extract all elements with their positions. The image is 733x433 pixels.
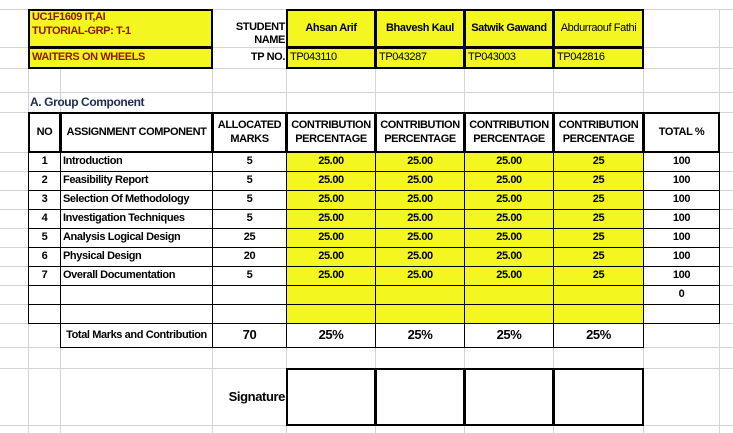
col-header-contribution bbox=[375, 112, 465, 153]
row-contribution-text: 25.00 bbox=[407, 212, 433, 225]
row-total[interactable] bbox=[643, 228, 720, 248]
module-info-cell[interactable] bbox=[28, 9, 213, 48]
empty-contribution-cell[interactable] bbox=[464, 304, 554, 324]
row-contribution[interactable] bbox=[286, 266, 376, 286]
row-component[interactable] bbox=[60, 171, 213, 191]
row-contribution[interactable] bbox=[464, 190, 554, 210]
row-contribution[interactable] bbox=[553, 190, 644, 210]
section-title bbox=[28, 92, 213, 113]
row-contribution[interactable] bbox=[375, 209, 465, 229]
row-total-text: 100 bbox=[672, 212, 691, 225]
col-header-contribution-text: PERCENTAGE bbox=[562, 132, 635, 145]
total-contribution-text: 25% bbox=[407, 327, 433, 343]
row-contribution-text: 25.00 bbox=[496, 250, 522, 263]
col-header-allocated-text: MARKS bbox=[230, 132, 269, 145]
student-name-cell[interactable] bbox=[375, 9, 465, 48]
total-marks-text: 70 bbox=[242, 327, 257, 343]
signature-box[interactable] bbox=[286, 368, 376, 426]
row-contribution[interactable] bbox=[553, 152, 644, 172]
row-contribution[interactable] bbox=[553, 266, 644, 286]
row-no[interactable] bbox=[28, 266, 61, 286]
extra-total-cell[interactable] bbox=[643, 304, 720, 324]
empty-contribution-cell[interactable] bbox=[286, 285, 376, 305]
col-header-total bbox=[643, 112, 720, 153]
row-contribution-text: 25.00 bbox=[318, 212, 344, 225]
row-no-text: 7 bbox=[41, 269, 48, 282]
row-contribution[interactable] bbox=[464, 228, 554, 248]
row-total[interactable] bbox=[643, 209, 720, 229]
student-tp-cell[interactable] bbox=[375, 47, 465, 69]
project-title-cell-text: WAITERS ON WHEELS bbox=[32, 51, 145, 64]
row-contribution[interactable] bbox=[464, 152, 554, 172]
row-component[interactable] bbox=[60, 190, 213, 210]
total-contribution bbox=[375, 323, 465, 348]
student-tp-cell-text: TP043003 bbox=[468, 51, 516, 64]
signature-label-text: Signature bbox=[228, 388, 285, 404]
student-tp-cell-text: TP043287 bbox=[379, 51, 427, 64]
signature-label bbox=[212, 368, 287, 426]
row-contribution[interactable] bbox=[286, 247, 376, 267]
student-name-cell-text: Ahsan Arif bbox=[305, 21, 357, 34]
row-no-text: 6 bbox=[41, 250, 48, 263]
row-no[interactable] bbox=[28, 209, 61, 229]
row-marks-text: 5 bbox=[246, 212, 253, 225]
row-component-text: Overall Documentation bbox=[63, 269, 176, 282]
row-component-text: Selection Of Methodology bbox=[63, 193, 190, 206]
row-contribution[interactable] bbox=[375, 247, 465, 267]
row-total-text: 100 bbox=[672, 250, 691, 263]
row-contribution[interactable] bbox=[375, 266, 465, 286]
student-name-cell-text: Satwik Gawand bbox=[471, 21, 547, 34]
row-contribution-text: 25 bbox=[592, 269, 605, 282]
row-contribution[interactable] bbox=[375, 190, 465, 210]
student-tp-cell[interactable] bbox=[553, 47, 644, 69]
empty-contribution-cell[interactable] bbox=[286, 304, 376, 324]
total-contribution-text: 25% bbox=[496, 327, 522, 343]
col-header-contribution-text: CONTRIBUTION bbox=[291, 118, 371, 131]
extra-total-cell-text: 0 bbox=[678, 288, 685, 301]
row-total-text: 100 bbox=[672, 174, 691, 187]
row-contribution-text: 25 bbox=[592, 155, 605, 168]
empty-contribution-cell[interactable] bbox=[553, 304, 644, 324]
col-header-contribution-text: CONTRIBUTION bbox=[558, 118, 639, 131]
total-contribution bbox=[553, 323, 644, 348]
row-total[interactable] bbox=[643, 266, 720, 286]
row-total[interactable] bbox=[643, 171, 720, 191]
row-contribution[interactable] bbox=[375, 152, 465, 172]
student-tp-cell[interactable] bbox=[464, 47, 554, 69]
student-tp-cell[interactable] bbox=[286, 47, 376, 69]
row-total[interactable] bbox=[643, 247, 720, 267]
row-marks[interactable] bbox=[212, 190, 287, 210]
row-contribution[interactable] bbox=[464, 209, 554, 229]
row-contribution[interactable] bbox=[375, 228, 465, 248]
row-no[interactable] bbox=[28, 171, 61, 191]
row-contribution[interactable] bbox=[286, 209, 376, 229]
row-total[interactable] bbox=[643, 152, 720, 172]
total-contribution bbox=[464, 323, 554, 348]
row-marks-text: 25 bbox=[243, 231, 256, 244]
row-marks-text: 5 bbox=[246, 174, 253, 187]
col-header-contribution bbox=[553, 112, 644, 153]
row-contribution[interactable] bbox=[553, 209, 644, 229]
row-component[interactable] bbox=[60, 266, 213, 286]
row-total-text: 100 bbox=[672, 193, 691, 206]
row-marks-text: 5 bbox=[246, 269, 253, 282]
total-label-text: Total Marks and Contribution bbox=[66, 328, 207, 341]
col-header-total-text: TOTAL % bbox=[658, 125, 705, 138]
row-contribution-text: 25.00 bbox=[496, 269, 522, 282]
extra-total-cell[interactable] bbox=[643, 285, 720, 305]
empty-cell[interactable] bbox=[212, 285, 287, 305]
row-contribution-text: 25.00 bbox=[318, 269, 344, 282]
row-no-text: 5 bbox=[41, 231, 48, 244]
empty-contribution-cell[interactable] bbox=[375, 285, 465, 305]
empty-cell[interactable] bbox=[60, 304, 213, 324]
row-contribution-text: 25.00 bbox=[318, 250, 344, 263]
tp-number-label-text: TP NO. bbox=[250, 51, 285, 64]
row-no[interactable] bbox=[28, 247, 61, 267]
col-header-contribution-text: CONTRIBUTION bbox=[380, 118, 460, 131]
col-header-allocated bbox=[212, 112, 287, 153]
row-contribution-text: 25.00 bbox=[407, 174, 433, 187]
col-header-no bbox=[28, 112, 61, 153]
signature-box[interactable] bbox=[464, 368, 554, 426]
module-info-cell-text: TUTORIAL-GRP: T-1 bbox=[32, 24, 131, 37]
row-total-text: 100 bbox=[672, 231, 691, 244]
row-contribution[interactable] bbox=[286, 190, 376, 210]
row-contribution[interactable] bbox=[286, 228, 376, 248]
row-component-text: Analysis Logical Design bbox=[63, 231, 181, 244]
row-contribution-text: 25 bbox=[592, 231, 605, 244]
row-contribution[interactable] bbox=[553, 228, 644, 248]
row-marks[interactable] bbox=[212, 266, 287, 286]
row-marks[interactable] bbox=[212, 209, 287, 229]
col-header-contribution-text: PERCENTAGE bbox=[295, 132, 367, 145]
col-header-contribution bbox=[286, 112, 376, 153]
col-header-component-text: ASSIGNMENT COMPONENT bbox=[66, 125, 207, 138]
student-name-cell-text: Bhavesh Kaul bbox=[386, 21, 454, 34]
row-total-text: 100 bbox=[672, 155, 691, 168]
student-name-cell[interactable] bbox=[553, 9, 644, 48]
empty-cell[interactable] bbox=[28, 285, 61, 305]
empty-cell[interactable] bbox=[60, 285, 213, 305]
row-no[interactable] bbox=[28, 190, 61, 210]
row-contribution-text: 25.00 bbox=[407, 231, 433, 244]
row-no[interactable] bbox=[28, 152, 61, 172]
col-header-no-text: NO bbox=[36, 125, 53, 138]
row-no-text: 4 bbox=[41, 212, 48, 225]
total-contribution-text: 25% bbox=[586, 327, 611, 343]
row-contribution-text: 25.00 bbox=[318, 193, 344, 206]
row-contribution-text: 25.00 bbox=[496, 193, 522, 206]
row-contribution[interactable] bbox=[553, 171, 644, 191]
row-contribution-text: 25.00 bbox=[318, 174, 344, 187]
total-label bbox=[60, 323, 213, 348]
empty-cell[interactable] bbox=[28, 304, 61, 324]
total-marks bbox=[212, 323, 287, 348]
row-no-text: 1 bbox=[41, 155, 48, 168]
row-contribution-text: 25 bbox=[592, 174, 605, 187]
module-info-cell-text: UC1F1609 IT,AI bbox=[32, 11, 106, 23]
student-tp-cell-text: TP042816 bbox=[557, 51, 605, 64]
row-contribution[interactable] bbox=[464, 247, 554, 267]
row-component-text: Feasibility Report bbox=[63, 174, 149, 187]
row-component-text: Introduction bbox=[63, 155, 123, 168]
row-component[interactable] bbox=[60, 228, 213, 248]
signature-box[interactable] bbox=[553, 368, 644, 426]
row-component-text: Investigation Techniques bbox=[63, 212, 185, 225]
total-contribution-text: 25% bbox=[318, 327, 344, 343]
signature-box[interactable] bbox=[375, 368, 465, 426]
project-title-cell[interactable] bbox=[28, 47, 213, 69]
row-marks-text: 5 bbox=[246, 193, 253, 206]
row-marks[interactable] bbox=[212, 171, 287, 191]
row-component[interactable] bbox=[60, 209, 213, 229]
row-total[interactable] bbox=[643, 190, 720, 210]
row-contribution-text: 25 bbox=[592, 193, 605, 206]
row-contribution-text: 25.00 bbox=[496, 155, 522, 168]
row-contribution-text: 25 bbox=[592, 250, 605, 263]
row-component-text: Physical Design bbox=[63, 250, 142, 263]
row-contribution[interactable] bbox=[286, 152, 376, 172]
row-contribution-text: 25 bbox=[592, 212, 605, 225]
section-title-text: A. Group Component bbox=[30, 95, 145, 109]
empty-contribution-cell[interactable] bbox=[375, 304, 465, 324]
row-contribution-text: 25.00 bbox=[407, 193, 433, 206]
row-contribution[interactable] bbox=[286, 171, 376, 191]
col-header-contribution bbox=[464, 112, 554, 153]
row-no-text: 2 bbox=[41, 174, 48, 187]
row-marks[interactable] bbox=[212, 228, 287, 248]
empty-cell[interactable] bbox=[212, 304, 287, 324]
row-contribution-text: 25.00 bbox=[318, 155, 344, 168]
row-contribution-text: 25.00 bbox=[407, 269, 433, 282]
row-marks[interactable] bbox=[212, 247, 287, 267]
col-header-component bbox=[60, 112, 213, 153]
row-total-text: 100 bbox=[672, 269, 691, 282]
student-name-cell[interactable] bbox=[464, 9, 554, 48]
row-contribution-text: 25.00 bbox=[496, 212, 522, 225]
row-contribution[interactable] bbox=[375, 171, 465, 191]
row-contribution[interactable] bbox=[464, 266, 554, 286]
col-header-contribution-text: PERCENTAGE bbox=[473, 132, 545, 145]
row-contribution-text: 25.00 bbox=[496, 231, 522, 244]
student-name-label-text: STUDENT bbox=[235, 20, 285, 33]
row-contribution-text: 25.00 bbox=[407, 250, 433, 263]
row-marks-text: 20 bbox=[243, 250, 256, 263]
empty-contribution-cell[interactable] bbox=[464, 285, 554, 305]
student-name-label-text: NAME bbox=[254, 34, 285, 47]
col-header-contribution-text: PERCENTAGE bbox=[384, 132, 456, 145]
row-contribution-text: 25.00 bbox=[407, 155, 433, 168]
student-name-cell[interactable] bbox=[286, 9, 376, 48]
row-no[interactable] bbox=[28, 228, 61, 248]
total-contribution bbox=[286, 323, 376, 348]
row-contribution[interactable] bbox=[464, 171, 554, 191]
student-name-label bbox=[212, 9, 287, 48]
row-contribution-text: 25.00 bbox=[496, 174, 522, 187]
row-no-text: 3 bbox=[41, 193, 48, 206]
col-header-allocated-text: ALLOCATED bbox=[217, 118, 282, 131]
empty-contribution-cell[interactable] bbox=[553, 285, 644, 305]
col-header-contribution-text: CONTRIBUTION bbox=[469, 118, 549, 131]
row-contribution[interactable] bbox=[553, 247, 644, 267]
row-contribution-text: 25.00 bbox=[318, 231, 344, 244]
row-marks[interactable] bbox=[212, 152, 287, 172]
student-tp-cell-text: TP043110 bbox=[290, 51, 337, 64]
row-component[interactable] bbox=[60, 152, 213, 172]
row-component[interactable] bbox=[60, 247, 213, 267]
tp-number-label bbox=[212, 47, 287, 69]
row-marks-text: 5 bbox=[246, 155, 253, 168]
student-name-cell-text: Abdurraouf Fathi bbox=[560, 21, 637, 34]
